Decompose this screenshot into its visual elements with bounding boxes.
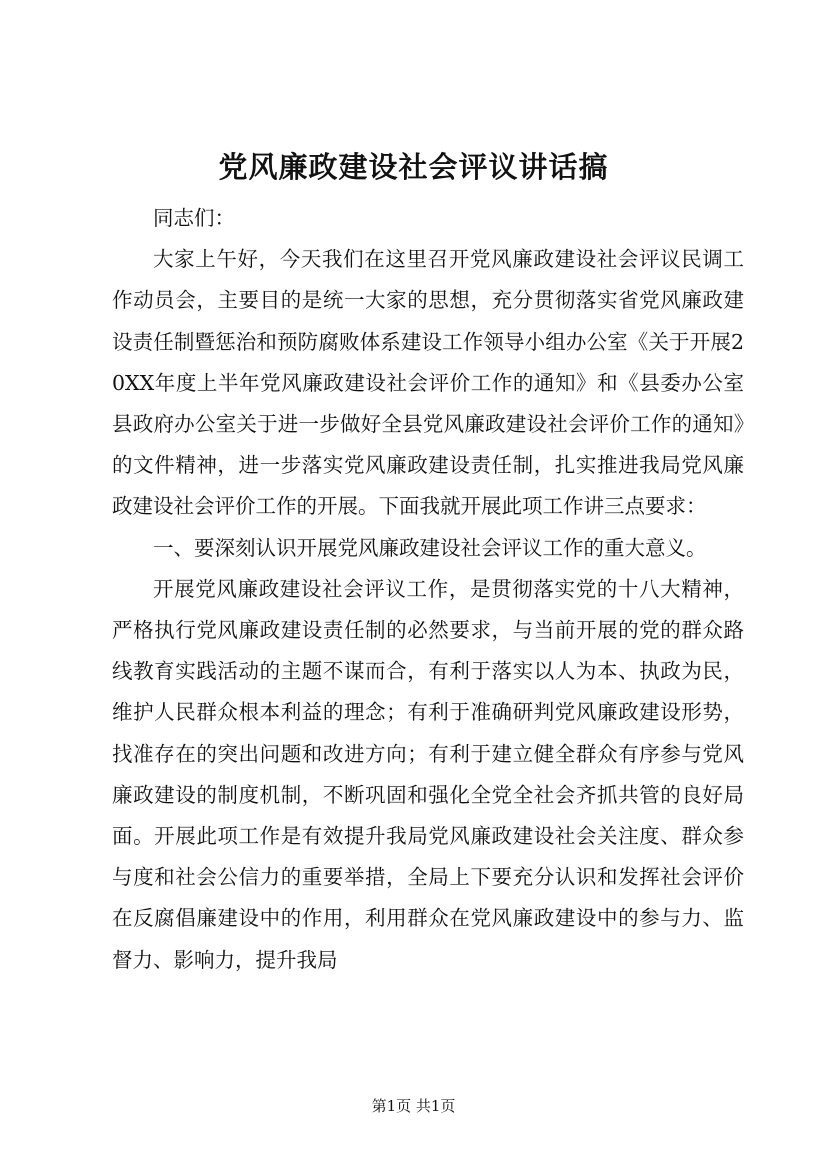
page-title: 党风廉政建设社会评议讲话搞	[218, 150, 609, 184]
greeting: 同志们：	[153, 206, 235, 230]
paragraph-significance: 开展党风廉政建设社会评议工作，是贯彻落实党的十八大精神，严格执行党风廉政建设责任制的必然要求，与当前开展的党的群众路线教育实践活动的主题不谋而合，有利于落实以人为本、执政为民，维护人民群众根本利益的理念；有利于准确研判党风廉政建设形势，找准存在的突出问题和改进方向；有利于建立健全群众有序参与党风廉政建设的制度机制，不断巩固和强化全党全社会齐抓共管的良好局面。开展此项工作是有效提升我局党风廉政建设社会关注度、群众参与度和社会公信力的重要举措，全局上下要充分认识和发挥社会评价在反腐倡廉建设中的作用，利用群众在党风廉政建设中的参与力、监督力、影响力，提升我局	[112, 576, 744, 972]
document-body	[112, 198, 744, 981]
paragraph-heading-one: 一、要深刻认识开展党风廉政建设社会评议工作的重大意义。	[153, 535, 707, 560]
page-footer: 第1页 共1页	[371, 1097, 456, 1115]
paragraph-opening: 大家上午好，今天我们在这里召开党风廉政建设社会评议民调工作动员会，主要目的是统一大家的思想，充分贯彻落实省党风廉政建设责任制暨惩治和预防腐败体系建设工作领导小组办公室《关于开展20XX年度上半年党风廉政建设社会评价工作的通知》和《县委办公室县政府办公室关于进一步做好全县党风廉政建设社会评价工作的通知》的文件精神，进一步落实党风廉政建设责任制，扎实推进我局党风廉政建设社会评价工作的开展。下面我就开展此项工作讲三点要求：	[112, 247, 744, 519]
